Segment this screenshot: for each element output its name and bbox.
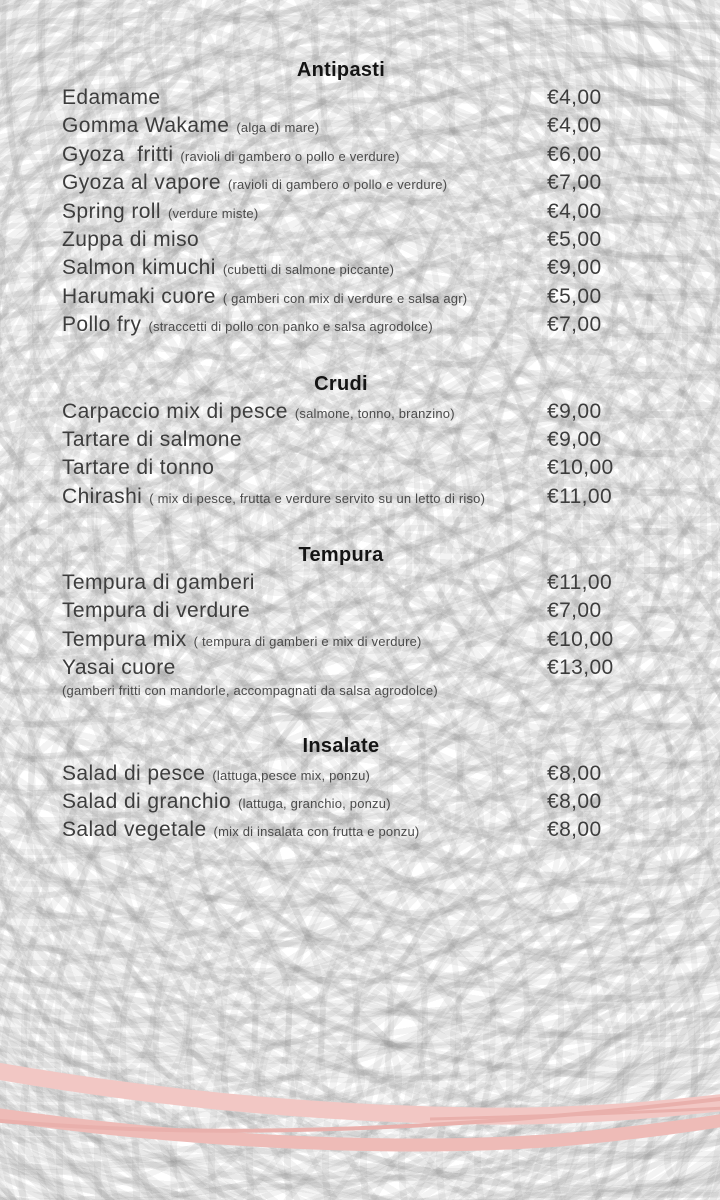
item-name: Salad di pesce: [62, 761, 206, 785]
item-price: €10,00: [547, 456, 614, 480]
menu-item-row: [62, 816, 620, 844]
item-price: €11,00: [547, 484, 613, 508]
section-title: Insalate: [302, 734, 380, 757]
menu-item-row: [62, 141, 620, 169]
item-price: €4,00: [547, 199, 602, 223]
menu-item-row: [62, 483, 620, 511]
item-name: Pollo fry: [62, 313, 142, 337]
item-description: (lattuga, granchio, ponzu): [238, 796, 391, 812]
section-title: Crudi: [314, 372, 368, 395]
item-name: Gomma Wakame: [62, 114, 230, 138]
menu-section-antipasti: [62, 56, 620, 340]
menu-item-row: [62, 569, 620, 597]
item-name: Salad di granchio: [62, 790, 232, 814]
menu-item-row: [62, 254, 620, 282]
menu-item-row: [62, 626, 620, 654]
menu-item-row: [62, 597, 620, 625]
item-name: Edamame: [62, 86, 161, 109]
menu-item-row: [62, 760, 620, 788]
item-description: (cubetti di salmone piccante): [222, 262, 395, 278]
menu-item-row: [62, 226, 620, 254]
item-price: €10,00: [547, 627, 614, 651]
item-price: €4,00: [547, 114, 602, 138]
item-name: Salmon kimuchi: [62, 256, 216, 280]
item-name: Tempura di gamberi: [62, 571, 255, 595]
menu: [62, 56, 620, 845]
item-name: Gyoza al vapore: [62, 171, 221, 195]
item-description: (verdure miste): [167, 205, 259, 221]
item-price: €6,00: [547, 142, 602, 166]
item-price: €13,00: [547, 656, 614, 680]
item-name: Tempura mix: [62, 627, 187, 651]
item-description: (ravioli di gambero o pollo e verdure): [180, 148, 400, 164]
menu-section-insalate: [62, 732, 620, 845]
item-price: €8,00: [547, 761, 602, 785]
menu-section-crudi: [62, 370, 620, 512]
item-description: ( gamberi con mix di verdure e salsa agr): [222, 290, 468, 306]
item-name: Tartare di tonno: [62, 456, 215, 480]
item-name: Gyoza fritti: [62, 142, 174, 166]
menu-item-row: [62, 198, 620, 226]
item-name: Zuppa di miso: [62, 227, 200, 251]
item-price: €5,00: [547, 227, 602, 251]
item-name: Chirashi: [62, 484, 143, 508]
item-description: (salmone, tonno, branzino): [294, 405, 455, 421]
item-name: Salad vegetale: [62, 818, 207, 842]
item-name: Carpaccio mix di pesce: [62, 399, 288, 423]
item-description: (ravioli di gambero o pollo e verdure): [227, 177, 448, 193]
item-price: €7,00: [547, 313, 602, 337]
item-name: Yasai cuore: [62, 656, 176, 680]
menu-item-row: [62, 454, 620, 482]
menu-item-row: [62, 788, 620, 816]
item-description: (lattuga,pesce mix, ponzu): [212, 767, 371, 783]
item-price: €9,00: [547, 256, 602, 280]
item-description-below: (gamberi fritti con mandorle, accompagnati da salsa agrodolce): [62, 682, 438, 698]
item-price: €9,00: [547, 399, 602, 423]
item-price: €7,00: [547, 599, 602, 623]
item-description: (mix di insalata con frutta e ponzu): [213, 824, 420, 840]
item-price: €8,00: [547, 818, 602, 842]
section-title: Tempura: [298, 544, 384, 567]
item-description: ( tempura di gamberi e mix di verdure): [193, 633, 422, 649]
menu-item-row: [62, 112, 620, 140]
item-price: €9,00: [547, 427, 602, 451]
item-price: €5,00: [547, 284, 602, 308]
item-price: €8,00: [547, 790, 602, 814]
item-name: Tempura di verdure: [62, 599, 251, 623]
section-title: Antipasti: [296, 59, 386, 81]
item-name: Harumaki cuore: [62, 284, 216, 308]
item-description: (straccetti di pollo con panko e salsa agrodolce): [148, 319, 433, 335]
menu-item-row: [62, 169, 620, 197]
item-name: Tartare di salmone: [62, 427, 242, 451]
menu-item-row: [62, 84, 620, 112]
item-name: Spring roll: [62, 199, 161, 223]
item-price: €7,00: [547, 171, 602, 195]
item-description: (alga di mare): [236, 120, 320, 136]
menu-item-row: [62, 311, 620, 339]
menu-item-row: [62, 398, 620, 426]
item-price: €4,00: [547, 86, 602, 109]
menu-item-row: [62, 426, 620, 454]
item-description: ( mix di pesce, frutta e verdure servito su un letto di riso): [149, 490, 486, 506]
menu-section-tempura: [62, 541, 620, 702]
menu-item-row: [62, 654, 620, 682]
menu-item-row: [62, 283, 620, 311]
item-price: €11,00: [547, 571, 613, 595]
